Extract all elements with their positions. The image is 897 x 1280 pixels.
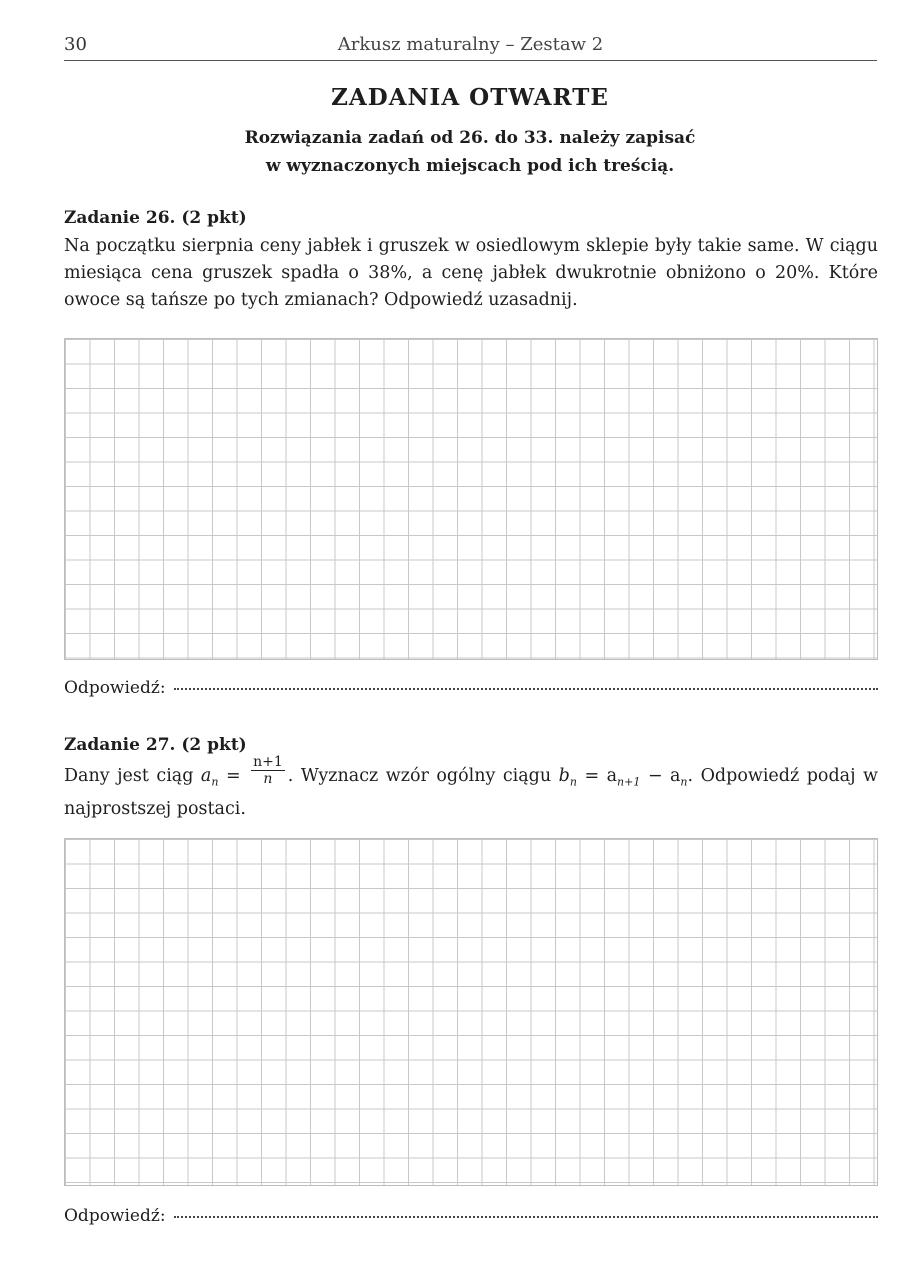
task-26-answer-dots bbox=[174, 687, 878, 690]
task-26-title: Zadanie 26. (2 pkt) bbox=[64, 208, 247, 228]
page-header bbox=[64, 30, 877, 61]
task-27-answer-label: Odpowiedź: bbox=[64, 1206, 166, 1226]
fraction-denominator: n bbox=[263, 771, 273, 787]
task-27-text-part: . Wyznacz wzór ogólny ciągu bbox=[287, 766, 559, 786]
math-a: a bbox=[200, 766, 212, 786]
task-27-answer-line[interactable] bbox=[64, 1206, 878, 1226]
running-title: Arkusz maturalny – Zestaw 2 bbox=[337, 34, 604, 55]
math-minus: − a bbox=[640, 766, 681, 786]
task-27-answer-dots bbox=[174, 1215, 878, 1218]
task-26-text: Na początku sierpnia ceny jabłek i gruszek w osiedlowym sklepie były takie same. W ciągu miesiąca cena gruszek spadła o 38%, a cenę jabłek dwukrotnie obniżono o 20%. Które owoce są tańsze po tych zmianach? Odpowiedź uzasadnij. bbox=[64, 236, 878, 310]
section-title: ZADANIA OTWARTE bbox=[331, 84, 609, 111]
task-27-title: Zadanie 27. (2 pkt) bbox=[64, 735, 247, 755]
math-sub: n+1 bbox=[617, 775, 641, 789]
fraction-numerator: n+1 bbox=[253, 754, 283, 770]
section-instructions bbox=[0, 124, 897, 180]
instructions-line-2: w wyznaczonych miejscach pod ich treścią. bbox=[265, 156, 675, 176]
math-sub: n bbox=[680, 775, 688, 789]
math-b: b bbox=[558, 766, 570, 786]
task-27-text bbox=[64, 754, 878, 823]
page-number: 30 bbox=[64, 34, 87, 55]
task-27-answer-grid[interactable] bbox=[64, 838, 878, 1186]
math-sub: n bbox=[211, 775, 219, 789]
task-26-answer-grid[interactable] bbox=[64, 338, 878, 660]
task-26-answer-label: Odpowiedź: bbox=[64, 678, 166, 698]
task-26-answer-line[interactable] bbox=[64, 678, 878, 698]
math-fraction bbox=[251, 754, 285, 787]
task-27-text-part: Dany jest ciąg bbox=[64, 766, 201, 786]
math-sub: n bbox=[569, 775, 577, 789]
math-equals: = bbox=[218, 766, 249, 786]
math-rhs: = a bbox=[576, 766, 618, 786]
task-27-text-part: . Odpowiedź podaj w najprostszej postaci. bbox=[64, 766, 878, 819]
instructions-line-1: Rozwiązania zadań od 26. do 33. należy zapisać bbox=[244, 128, 696, 148]
